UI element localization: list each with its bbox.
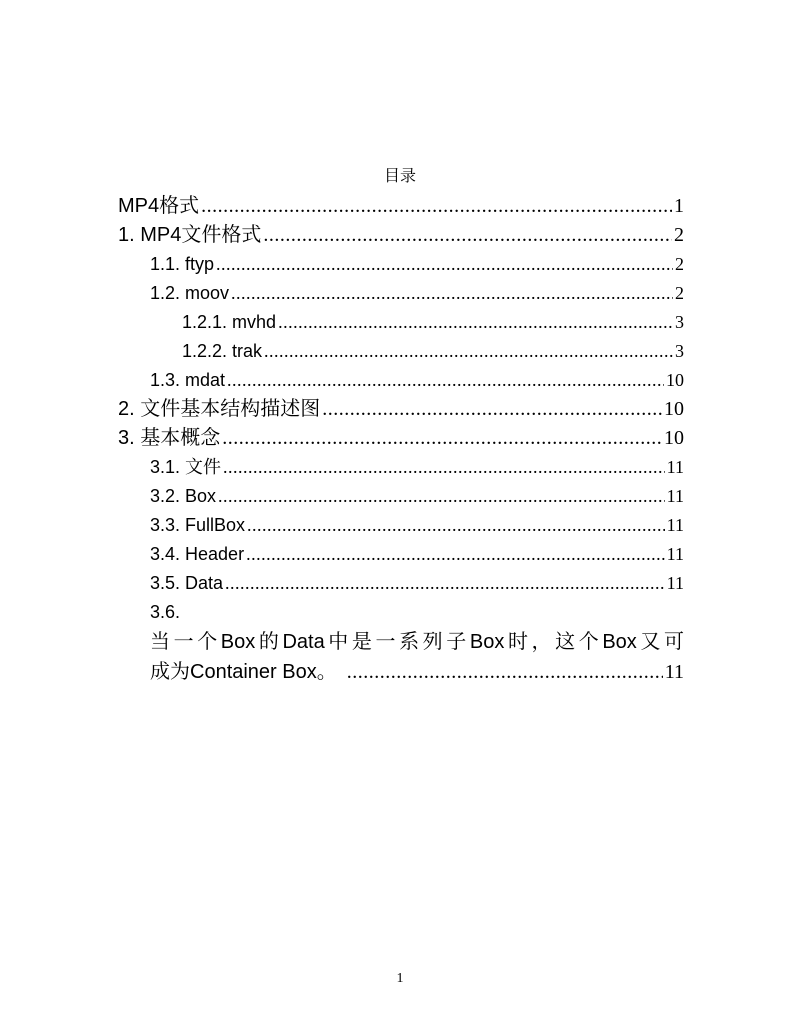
toc-entry-line2 <box>150 657 684 687</box>
toc-entry-label: 1. MP4文件格式 <box>118 224 262 246</box>
toc-entry-label: 3.4. Header <box>150 544 245 564</box>
dot-leader <box>264 337 673 366</box>
dot-leader <box>322 395 662 424</box>
toc-entry-page: 3 <box>675 312 684 332</box>
toc-entry-label: 2. 文件基本结构描述图 <box>118 398 321 420</box>
toc-entry-page: 11 <box>666 515 684 535</box>
table-of-contents <box>118 192 684 687</box>
toc-entry-label: 1.3. mdat <box>150 370 226 390</box>
toc-entry-trak[interactable] <box>118 337 684 366</box>
toc-entry-label-line2: 成为Container Box。 <box>150 661 337 683</box>
dot-leader <box>216 250 673 279</box>
toc-entry-page: 11 <box>666 486 684 506</box>
toc-entry-header[interactable] <box>118 540 684 569</box>
dot-leader <box>246 540 665 569</box>
toc-entry-label: 3. 基本概念 <box>118 427 221 449</box>
toc-entry-label: 3.1. 文件 <box>150 457 222 477</box>
dot-leader <box>263 221 672 250</box>
dot-leader <box>347 657 663 687</box>
toc-entry-label: MP4格式 <box>118 195 200 217</box>
dot-leader <box>231 279 673 308</box>
toc-entry-data[interactable] <box>118 569 684 598</box>
toc-entry-label: 1.1. ftyp <box>150 254 215 274</box>
toc-entry-page: 2 <box>674 224 684 246</box>
dot-leader <box>222 424 662 453</box>
toc-entry-number: 3.6. <box>150 602 181 622</box>
toc-entry-page: 11 <box>666 544 684 564</box>
page-number: 1 <box>396 971 404 986</box>
toc-title: 目录 <box>383 168 416 185</box>
dot-leader <box>223 453 665 482</box>
dot-leader <box>201 192 672 221</box>
toc-entry-label: 1.2. moov <box>150 283 230 303</box>
toc-entry-page: 10 <box>664 427 684 449</box>
dot-leader <box>225 569 665 598</box>
toc-entry-file[interactable] <box>118 453 684 482</box>
toc-entry-label: 3.5. Data <box>150 573 224 593</box>
dot-leader <box>247 511 665 540</box>
toc-entry-page: 11 <box>666 457 684 477</box>
toc-entry-label: 1.2.1. mvhd <box>182 312 277 332</box>
toc-entry-label: 1.2.2. trak <box>182 341 263 361</box>
toc-entry-moov[interactable] <box>118 279 684 308</box>
toc-entry-label-line1: 当一个Box的Data中是一系列子Box时，这个Box又可 <box>150 631 684 653</box>
toc-entry-mp4-file-format[interactable] <box>118 221 684 250</box>
dot-leader <box>278 308 673 337</box>
toc-entry-mp4-format[interactable] <box>118 192 684 221</box>
toc-entry-ftyp[interactable] <box>118 250 684 279</box>
toc-entry-container-box[interactable] <box>118 598 684 687</box>
toc-entry-page: 3 <box>675 341 684 361</box>
toc-entry-box[interactable] <box>118 482 684 511</box>
toc-entry-page: 1 <box>674 195 684 217</box>
toc-entry-page: 10 <box>664 398 684 420</box>
toc-entry-page: 11 <box>664 661 684 683</box>
toc-entry-basic-concepts[interactable] <box>118 424 684 453</box>
toc-entry-structure-diagram[interactable] <box>118 395 684 424</box>
dot-leader <box>218 482 665 511</box>
toc-entry-page: 10 <box>666 370 684 390</box>
toc-entry-mvhd[interactable] <box>118 308 684 337</box>
dot-leader <box>227 366 664 395</box>
toc-entry-fullbox[interactable] <box>118 511 684 540</box>
toc-entry-page: 2 <box>675 283 684 303</box>
toc-entry-label: 3.2. Box <box>150 486 217 506</box>
toc-entry-page: 2 <box>675 254 684 274</box>
toc-entry-mdat[interactable] <box>118 366 684 395</box>
toc-entry-label: 3.3. FullBox <box>150 515 246 535</box>
toc-entry-page: 11 <box>666 573 684 593</box>
